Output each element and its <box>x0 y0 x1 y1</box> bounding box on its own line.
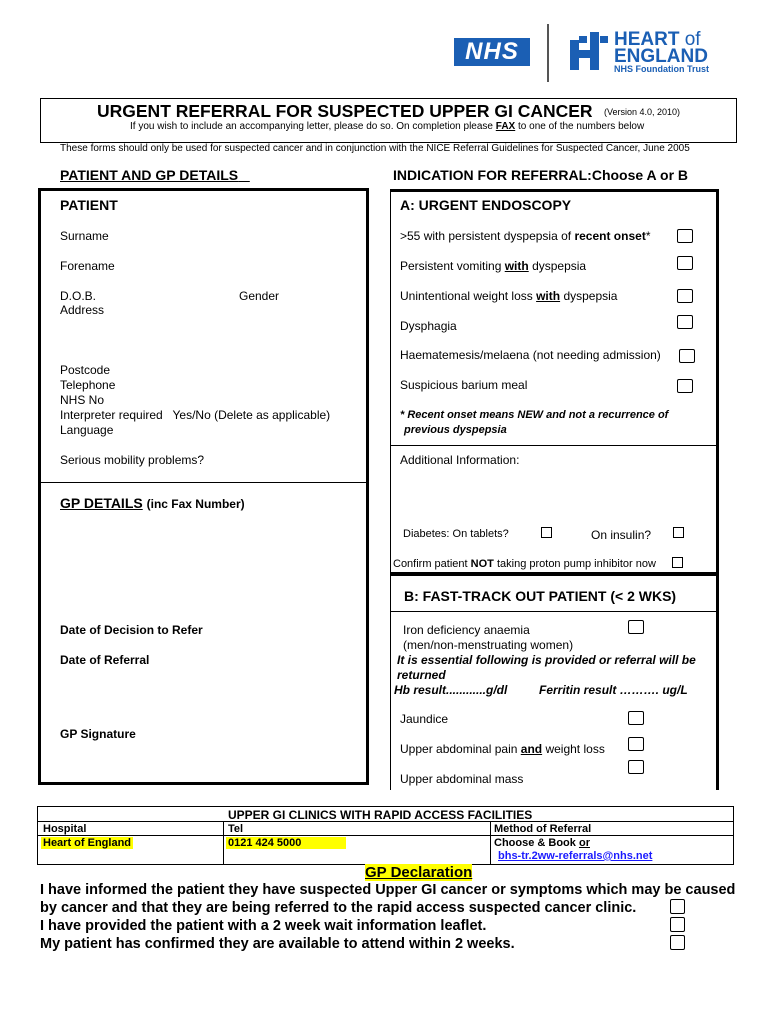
checkbox-declaration-leaflet[interactable] <box>670 917 685 932</box>
decision-date-label: Date of Decision to Refer <box>60 623 203 637</box>
essential-note-line1: It is essential following is provided or referral will be <box>397 653 696 667</box>
checkbox-declaration-informed[interactable] <box>670 899 685 914</box>
abdominal-mass-label: Upper abdominal mass <box>400 772 524 786</box>
interpreter-label: Interpreter required Yes/No (Delete as applicable) <box>60 408 331 422</box>
endo-item-dysphagia: Dysphagia <box>400 319 457 333</box>
form-version: (Version 4.0, 2010) <box>604 107 681 117</box>
nhs-no-label: NHS No <box>60 393 105 407</box>
fasttrack-divider <box>391 611 717 612</box>
form-title: URGENT REFERRAL FOR SUSPECTED UPPER GI CANCER <box>97 101 593 121</box>
gp-signature-label: GP Signature <box>60 727 136 741</box>
gp-declaration-title: GP Declaration <box>365 864 473 881</box>
referral-email-link[interactable]: bhs-tr.2ww-referrals@nhs.net <box>498 850 653 862</box>
logo-divider <box>547 24 549 82</box>
postcode-label: Postcode <box>60 363 111 377</box>
insulin-label: On insulin? <box>591 528 652 542</box>
trust-name-line1: HEART of <box>614 29 701 50</box>
gender-label: Gender <box>239 289 280 303</box>
endoscopy-heading: A: URGENT ENDOSCOPY <box>400 197 572 213</box>
declaration-line3: I have provided the patient with a 2 week wait information leaflet. <box>40 918 487 934</box>
col-hospital: Hospital <box>43 823 87 835</box>
gp-heading: GP DETAILS (inc Fax Number) <box>60 495 245 511</box>
referral-date-label: Date of Referral <box>60 653 150 667</box>
checkbox-iron-deficiency[interactable] <box>628 620 644 634</box>
checkbox-barium[interactable] <box>677 379 693 393</box>
recent-onset-note-line1: * Recent onset means NEW and not a recurrence of <box>400 409 669 421</box>
section-header-patient-gp: PATIENT AND GP DETAILS <box>60 167 239 183</box>
checkbox-declaration-available[interactable] <box>670 935 685 950</box>
ferritin-result: Ferritin result ………. ug/L <box>539 683 688 697</box>
checkbox-vomiting[interactable] <box>677 256 693 270</box>
forename-label: Forename <box>60 259 115 273</box>
checkbox-jaundice[interactable] <box>628 711 644 725</box>
endo-item-recent-onset: >55 with persistent dyspepsia of recent onset* <box>400 229 651 243</box>
hb-result: Hb result............g/dl <box>394 683 508 697</box>
gp-divider <box>41 482 366 483</box>
guideline-note: These forms should only be used for suspected cancer and in conjunction with the NICE Referral Guidelines for Suspected Cancer, June 2005 <box>60 143 690 154</box>
essential-note-line2: returned <box>397 668 446 682</box>
iron-deficiency-line2: (men/non-menstruating women) <box>403 638 574 652</box>
checkbox-diabetes-tablets[interactable] <box>541 527 552 538</box>
patient-heading: PATIENT <box>60 197 118 213</box>
surname-label: Surname <box>60 229 109 243</box>
checkbox-haematemesis[interactable] <box>679 349 695 363</box>
hospital-tel: 0121 424 5000 <box>226 837 346 849</box>
fasttrack-heading: B: FAST-TRACK OUT PATIENT (< 2 WKS) <box>404 588 677 604</box>
iron-deficiency-line1: Iron deficiency anaemia <box>403 623 530 637</box>
ppi-confirm-label: Confirm patient NOT taking proton pump inhibitor now <box>393 558 656 570</box>
checkbox-recent-onset[interactable] <box>677 229 693 243</box>
checkbox-abdominal-mass[interactable] <box>628 760 644 774</box>
clinics-table-row-line <box>37 835 734 836</box>
declaration-line4: My patient has confirmed they are available to attend within 2 weeks. <box>40 936 515 952</box>
clinics-table-col-line-1 <box>223 821 224 865</box>
section-header-indication: INDICATION FOR REFERRAL:Choose A or B <box>393 167 689 183</box>
dob-label: D.O.B. <box>60 289 97 303</box>
col-method: Method of Referral <box>494 823 592 835</box>
clinics-heading: UPPER GI CLINICS WITH RAPID ACCESS FACILITIES <box>228 808 533 822</box>
language-label: Language <box>60 423 114 437</box>
recent-onset-note-line2: previous dyspepsia <box>404 424 507 436</box>
patient-gp-box <box>38 188 369 785</box>
trust-name-line2: ENGLAND <box>614 46 708 67</box>
mobility-label: Serious mobility problems? <box>60 453 205 467</box>
checkbox-ppi[interactable] <box>672 557 683 568</box>
address-label: Address <box>60 303 105 317</box>
endoscopy-divider <box>391 445 716 446</box>
hospital-name: Heart of England <box>43 837 132 849</box>
checkbox-dysphagia[interactable] <box>677 315 693 329</box>
endo-item-vomiting: Persistent vomiting with dyspepsia <box>400 259 587 273</box>
declaration-line1: I have informed the patient they have suspected Upper GI cancer or symptoms which may be caused <box>40 882 736 898</box>
checkbox-weight-loss[interactable] <box>677 289 693 303</box>
jaundice-label: Jaundice <box>400 712 449 726</box>
method-choose-book: Choose & Book or <box>494 837 590 849</box>
abdominal-pain-label: Upper abdominal pain and weight loss <box>400 742 605 756</box>
trust-name-line3: NHS Foundation Trust <box>614 64 709 74</box>
heart-of-england-logo-mark <box>568 30 610 72</box>
col-tel: Tel <box>228 823 244 835</box>
telephone-label: Telephone <box>60 378 116 392</box>
form-subtitle: If you wish to include an accompanying letter, please do so. On completion please FAX to one of the numbers below <box>130 121 645 132</box>
endo-item-haematemesis: Haematemesis/melaena (not needing admission) <box>400 348 661 362</box>
checkbox-insulin[interactable] <box>673 527 684 538</box>
endo-item-barium: Suspicious barium meal <box>400 378 528 392</box>
endo-item-weight-loss: Unintentional weight loss with dyspepsia <box>400 289 618 303</box>
additional-info-label: Additional Information: <box>400 453 520 467</box>
diabetes-tablets-label: Diabetes: On tablets? <box>403 528 509 540</box>
declaration-line2: by cancer and that they are being referred to the rapid access suspected cancer clinic. <box>40 900 637 916</box>
checkbox-abdominal-pain[interactable] <box>628 737 644 751</box>
clinics-table-col-line-2 <box>490 821 491 865</box>
nhs-logo: NHS <box>454 38 530 66</box>
